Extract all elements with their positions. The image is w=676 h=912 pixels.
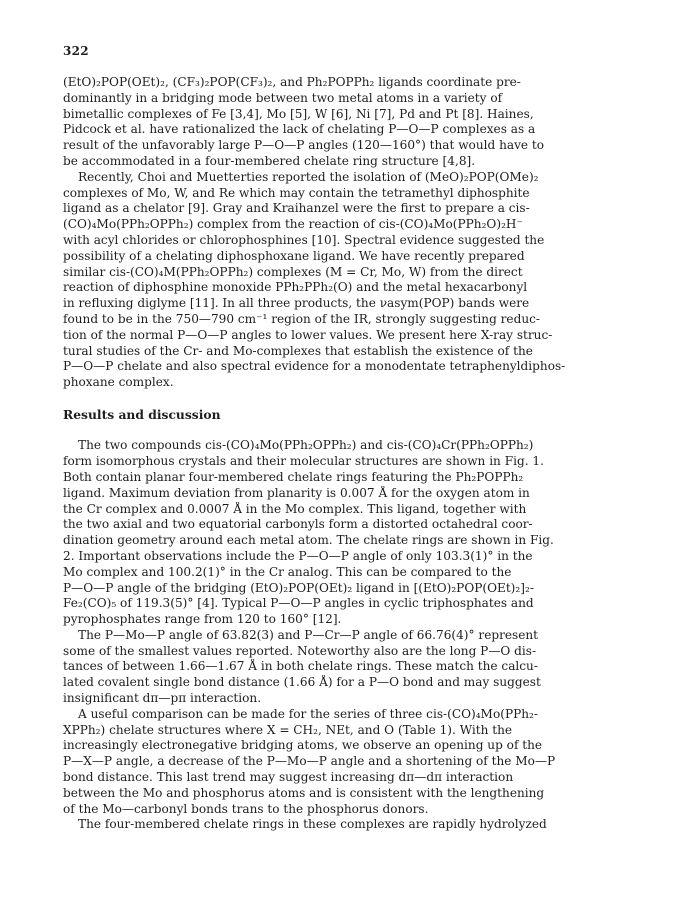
text-line: 2. Important observations include the P—O—P angle of only 103.3(1)° in the: [63, 548, 533, 563]
section-heading: Results and discussion: [63, 406, 221, 422]
paragraph-5: [63, 707, 663, 818]
text-line: The four-membered chelate rings in these complexes are rapidly hydrolyzed: [78, 817, 547, 832]
text-line: A useful comparison can be made for the series of three cis-(CO)₄Mo(PPh₂-: [78, 706, 538, 721]
text-line: dination geometry around each metal atom. The chelate rings are shown in Fig.: [63, 533, 554, 548]
text-line: the Cr complex and 0.0007 Å in the Mo complex. This ligand, together with: [63, 501, 527, 516]
paragraph-4: [63, 628, 663, 707]
paragraph-1: [63, 75, 663, 170]
text-line: tion of the normal P—O—P angles to lower values. We present here X-ray struc-: [63, 327, 553, 342]
page-number: 322: [63, 44, 89, 58]
body-text: [63, 75, 663, 833]
text-line: tural studies of the Cr- and Mo-complexes that establish the existence of the: [63, 343, 533, 358]
text-line: Mo complex and 100.2(1)° in the Cr analog. This can be compared to the: [63, 564, 512, 579]
text-line: result of the unfavorably large P—O—P angles (120—160°) that would have to: [63, 138, 545, 153]
text-line: dominantly in a bridging mode between two metal atoms in a variety of: [63, 90, 503, 105]
text-line: lated covalent single bond distance (1.66 Å) for a P—O bond and may suggest: [63, 675, 541, 690]
text-line: some of the smallest values reported. Noteworthy also are the long P—O dis-: [63, 643, 537, 658]
text-line: bond distance. This last trend may suggest increasing dπ—dπ interaction: [63, 770, 514, 785]
text-line: tances of between 1.66—1.67 Å in both chelate rings. These match the calcu-: [63, 659, 538, 674]
text-line: increasingly electronegative bridging atoms, we observe an opening up of the: [63, 738, 543, 753]
text-line: Fe₂(CO)₅ of 119.3(5)° [4]. Typical P—O—P angles in cyclic triphosphates and: [63, 596, 534, 611]
text-line: complexes of Mo, W, and Re which may contain the tetramethyl diphosphite: [63, 185, 530, 200]
text-line: XPPh₂) chelate structures where X = CH₂, NEt, and O (Table 1). With the: [63, 722, 513, 737]
text-line: form isomorphous crystals and their molecular structures are shown in Fig. 1.: [63, 454, 544, 469]
text-line: reaction of diphosphine monoxide PPh₂PPh₂(O) and the metal hexacarbonyl: [63, 280, 528, 295]
text-line: pyrophosphates range from 120 to 160° [12].: [63, 612, 342, 627]
text-line: Both contain planar four-membered chelate rings featuring the Ph₂POPPh₂: [63, 469, 524, 484]
text-line: bimetallic complexes of Fe [3,4], Mo [5], W [6], Ni [7], Pd and Pt [8]. Haines,: [63, 106, 534, 121]
text-line: similar cis-(CO)₄M(PPh₂OPPh₂) complexes (M = Cr, Mo, W) from the direct: [63, 264, 523, 279]
text-line: P—O—P chelate and also spectral evidence for a monodentate tetraphenyldiphos-: [63, 359, 566, 374]
text-line: Pidcock et al. have rationalized the lack of chelating P—O—P complexes as a: [63, 122, 536, 137]
text-line: phoxane complex.: [63, 375, 174, 390]
paragraph-3: [63, 438, 663, 628]
text-line: between the Mo and phosphorus atoms and is consistent with the lengthening: [63, 785, 545, 800]
text-line: P—O—P angle of the bridging (EtO)₂POP(OEt)₂ ligand in [(EtO)₂POP(OEt)₂]₂-: [63, 580, 534, 595]
text-line: Recently, Choi and Muetterties reported the isolation of (MeO)₂POP(OMe)₂: [78, 169, 539, 184]
paragraph-6: [63, 817, 663, 833]
text-line: (EtO)₂POP(OEt)₂, (CF₃)₂POP(CF₃)₂, and Ph₂POPPh₂ ligands coordinate pre-: [63, 75, 521, 89]
text-line: ligand. Maximum deviation from planarity is 0.007 Å for the oxygen atom in: [63, 485, 530, 500]
text-line: found to be in the 750—790 cm⁻¹ region of the IR, strongly suggesting reduc-: [63, 311, 540, 326]
paragraph-2: [63, 170, 663, 391]
text-line: possibility of a chelating diphosphoxane ligand. We have recently prepared: [63, 248, 525, 263]
text-line: P—X—P angle, a decrease of the P—Mo—P angle and a shortening of the Mo—P: [63, 754, 556, 769]
text-line: in refluxing diglyme [11]. In all three products, the νasym(POP) bands were: [63, 296, 530, 311]
text-line: insignificant dπ—pπ interaction.: [63, 691, 262, 706]
text-line: (CO)₄Mo(PPh₂OPPh₂) complex from the reaction of cis-(CO)₄Mo(PPh₂O)₂H⁻: [63, 217, 523, 232]
text-line: The two compounds cis-(CO)₄Mo(PPh₂OPPh₂) and cis-(CO)₄Cr(PPh₂OPPh₂): [78, 438, 534, 453]
text-line: The P—Mo—P angle of 63.82(3) and P—Cr—P angle of 66.76(4)° represent: [78, 627, 539, 642]
text-line: of the Mo—carbonyl bonds trans to the phosphorus donors.: [63, 801, 429, 816]
text-line: ligand as a chelator [9]. Gray and Kraihanzel were the first to prepare a cis-: [63, 201, 530, 216]
text-line: with acyl chlorides or chlorophosphines [10]. Spectral evidence suggested the: [63, 232, 545, 247]
text-line: the two axial and two equatorial carbonyls form a distorted octahedral coor-: [63, 517, 533, 532]
text-line: be accommodated in a four-membered chelate ring structure [4,8].: [63, 153, 476, 168]
